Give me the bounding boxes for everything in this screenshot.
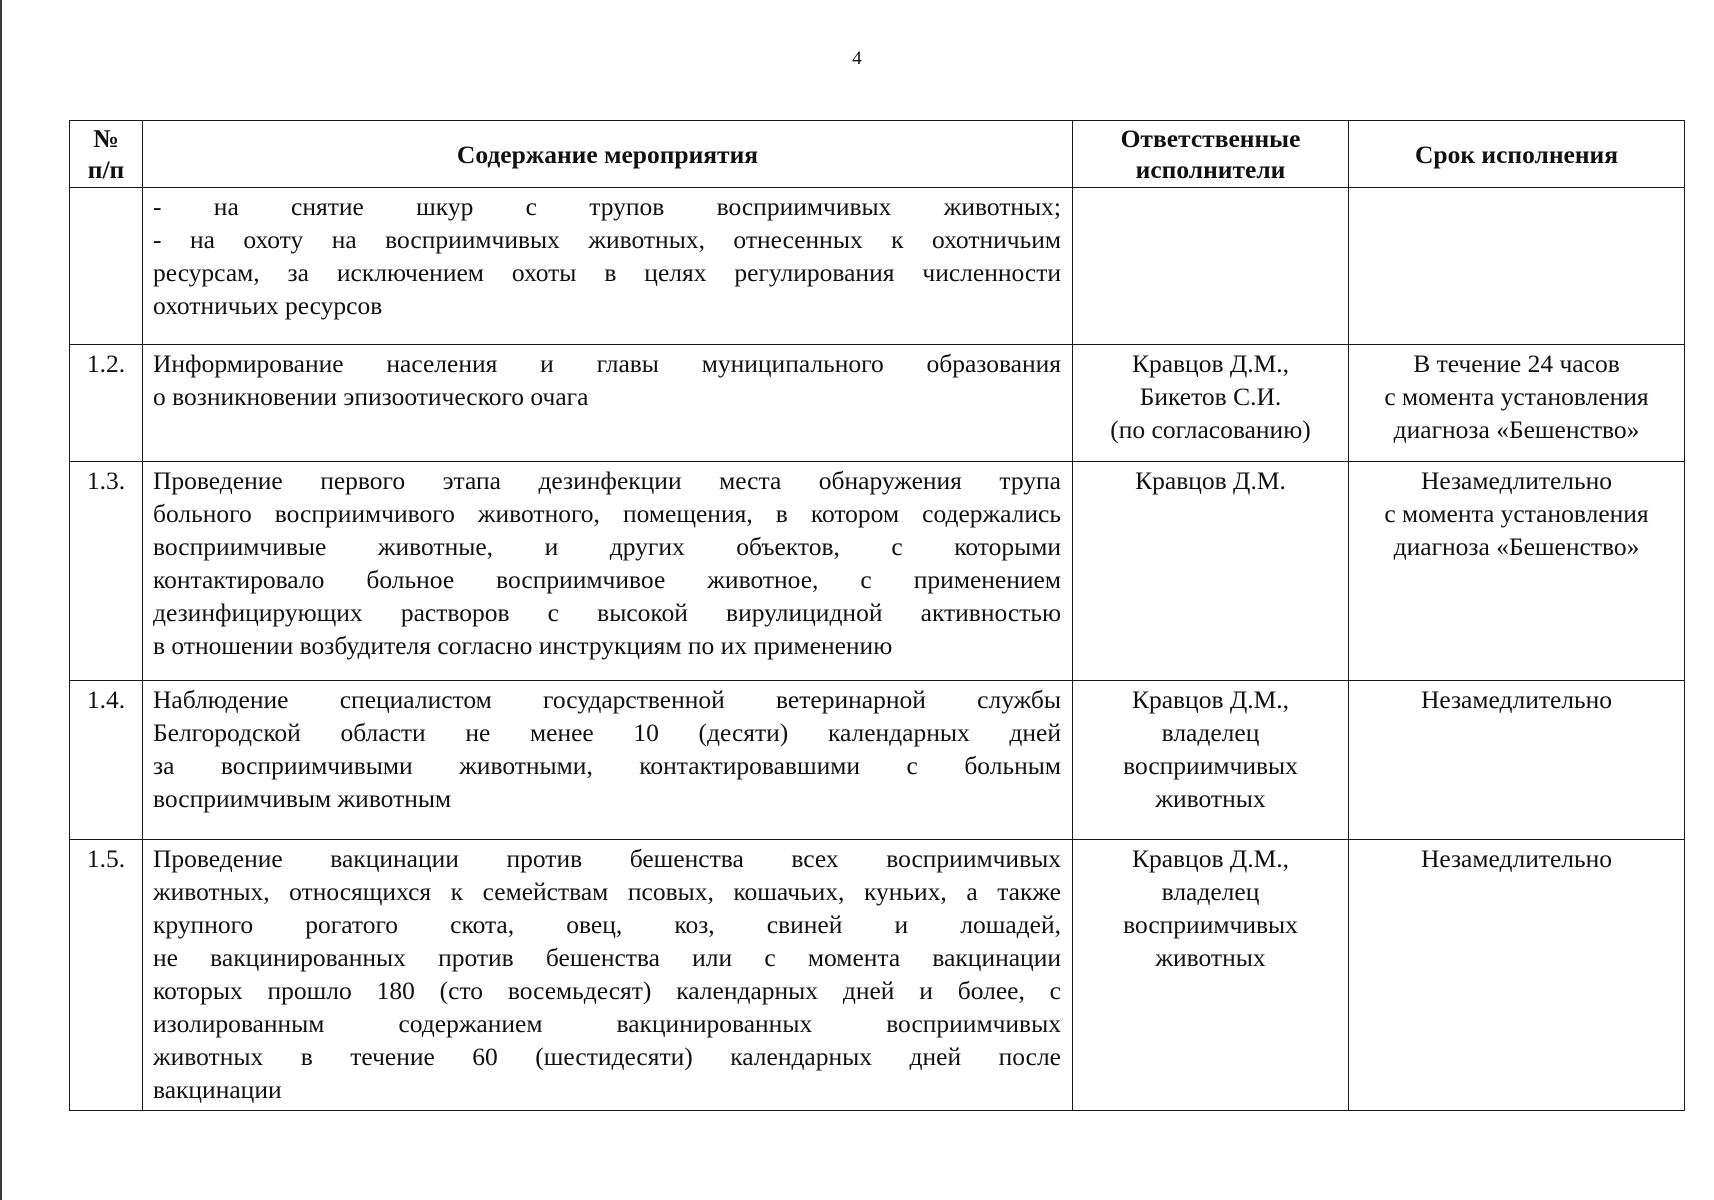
page-number: 4 [852, 48, 862, 69]
term-line: диагноза «Бешенство» [1393, 532, 1640, 561]
measure-content-line: Проведение первого этапа дезинфекции места обнаружения трупа [153, 466, 1061, 495]
measure-content-line: - на снятие шкур с трупов восприимчивых животных; [153, 192, 1061, 221]
responsible-executors [1073, 840, 1349, 1111]
measure-content [143, 345, 1073, 462]
responsible-line: животных [1155, 784, 1266, 813]
table-row [70, 840, 1685, 1111]
measure-content-line: - на охоту на восприимчивых животных, отнесенных к охотничьим [153, 225, 1061, 254]
execution-term [1349, 462, 1685, 681]
row-number: 1.3. [70, 462, 143, 681]
measure-content-line: крупного рогатого скота, овец, коз, свиней и лошадей, [153, 910, 1061, 939]
measure-content-line: которых прошло 180 (сто восемьдесят) календарных дней и более, с [153, 976, 1061, 1005]
measure-content-line: о возникновении эпизоотического очага [153, 382, 589, 411]
measure-content-line: Белгородской области не менее 10 (десяти) календарных дней [153, 718, 1061, 747]
responsible-line: восприимчивых [1123, 751, 1298, 780]
row-number: 1.4. [70, 681, 143, 840]
measure-content [143, 188, 1073, 345]
measure-content-line: в отношении возбудителя согласно инструкциям по их применению [153, 631, 893, 660]
measure-content-line: контактировало больное восприимчивое животное, с применением [153, 565, 1061, 594]
measure-content [143, 681, 1073, 840]
measure-content-line: за восприимчивыми животными, контактировавшими с больным [153, 751, 1061, 780]
measure-content-line: охотничьих ресурсов [153, 291, 383, 320]
term-line: с момента установления [1384, 499, 1649, 528]
responsible-line: Кравцов Д.М., [1131, 349, 1290, 378]
table-header-row [70, 121, 1685, 188]
execution-term [1349, 188, 1685, 345]
header-num-line: № [93, 124, 119, 153]
responsible-executors [1073, 345, 1349, 462]
term-line: с момента установления [1384, 382, 1649, 411]
responsible-executors [1073, 462, 1349, 681]
row-number: 1.5. [70, 840, 143, 1111]
measure-content-line: изолированным содержанием вакцинированных восприимчивых [153, 1009, 1061, 1038]
table-row [70, 345, 1685, 462]
measures-table [69, 120, 1685, 1111]
responsible-line: Кравцов Д.М., [1131, 844, 1290, 873]
responsible-line: восприимчивых [1123, 910, 1298, 939]
header-responsible [1073, 121, 1349, 188]
execution-term [1349, 840, 1685, 1111]
term-line: Незамедлительно [1420, 844, 1613, 873]
measure-content-line: вакцинации [153, 1075, 282, 1104]
measure-content-line: ресурсам, за исключением охоты в целях регулирования численности [153, 258, 1061, 287]
measure-content [143, 462, 1073, 681]
measure-content-line: восприимчивым животным [153, 784, 452, 813]
header-responsible-line: исполнители [1135, 155, 1286, 184]
responsible-executors [1073, 681, 1349, 840]
measure-content-line: Проведение вакцинации против бешенства всех восприимчивых [153, 844, 1061, 873]
term-line: Незамедлительно [1420, 466, 1613, 495]
measure-content-line: больного восприимчивого животного, помещения, в котором содержались [153, 499, 1061, 528]
measure-content-line: не вакцинированных против бешенства или с момента вакцинации [153, 943, 1061, 972]
responsible-executors [1073, 188, 1349, 345]
measure-content-line: животных в течение 60 (шестидесяти) календарных дней после [153, 1042, 1061, 1071]
responsible-line: животных [1155, 943, 1266, 972]
measure-content-line: Наблюдение специалистом государственной ветеринарной службы [153, 685, 1061, 714]
header-responsible-line: Ответственные [1120, 124, 1301, 153]
header-num [70, 121, 143, 188]
term-line: Незамедлительно [1420, 685, 1613, 714]
measure-content [143, 840, 1073, 1111]
execution-term [1349, 345, 1685, 462]
measure-content-line: восприимчивые животные, и других объектов, с которыми [153, 532, 1061, 561]
header-num-line: п/п [87, 155, 125, 184]
measure-content-line: дезинфицирующих растворов с высокой вирулицидной активностью [153, 598, 1061, 627]
execution-term [1349, 681, 1685, 840]
term-line: диагноза «Бешенство» [1393, 415, 1640, 444]
measure-content-line: животных, относящихся к семействам псовых, кошачьих, куньих, а также [153, 877, 1061, 906]
header-term: Срок исполнения [1349, 121, 1685, 188]
responsible-line: Кравцов Д.М., [1131, 685, 1290, 714]
scan-left-edge [0, 0, 2, 1200]
measure-content-line: Информирование населения и главы муниципального образования [153, 349, 1061, 378]
row-number: 1.2. [70, 345, 143, 462]
responsible-line: владелец [1161, 877, 1260, 906]
term-line: В течение 24 часов [1413, 349, 1620, 378]
header-content: Содержание мероприятия [143, 121, 1073, 188]
table-row [70, 681, 1685, 840]
responsible-line: (по согласованию) [1110, 415, 1311, 444]
responsible-line: Кравцов Д.М. [1135, 466, 1286, 495]
table-row [70, 188, 1685, 345]
table-row [70, 462, 1685, 681]
row-number [70, 188, 143, 345]
responsible-line: владелец [1161, 718, 1260, 747]
responsible-line: Бикетов С.И. [1139, 382, 1282, 411]
